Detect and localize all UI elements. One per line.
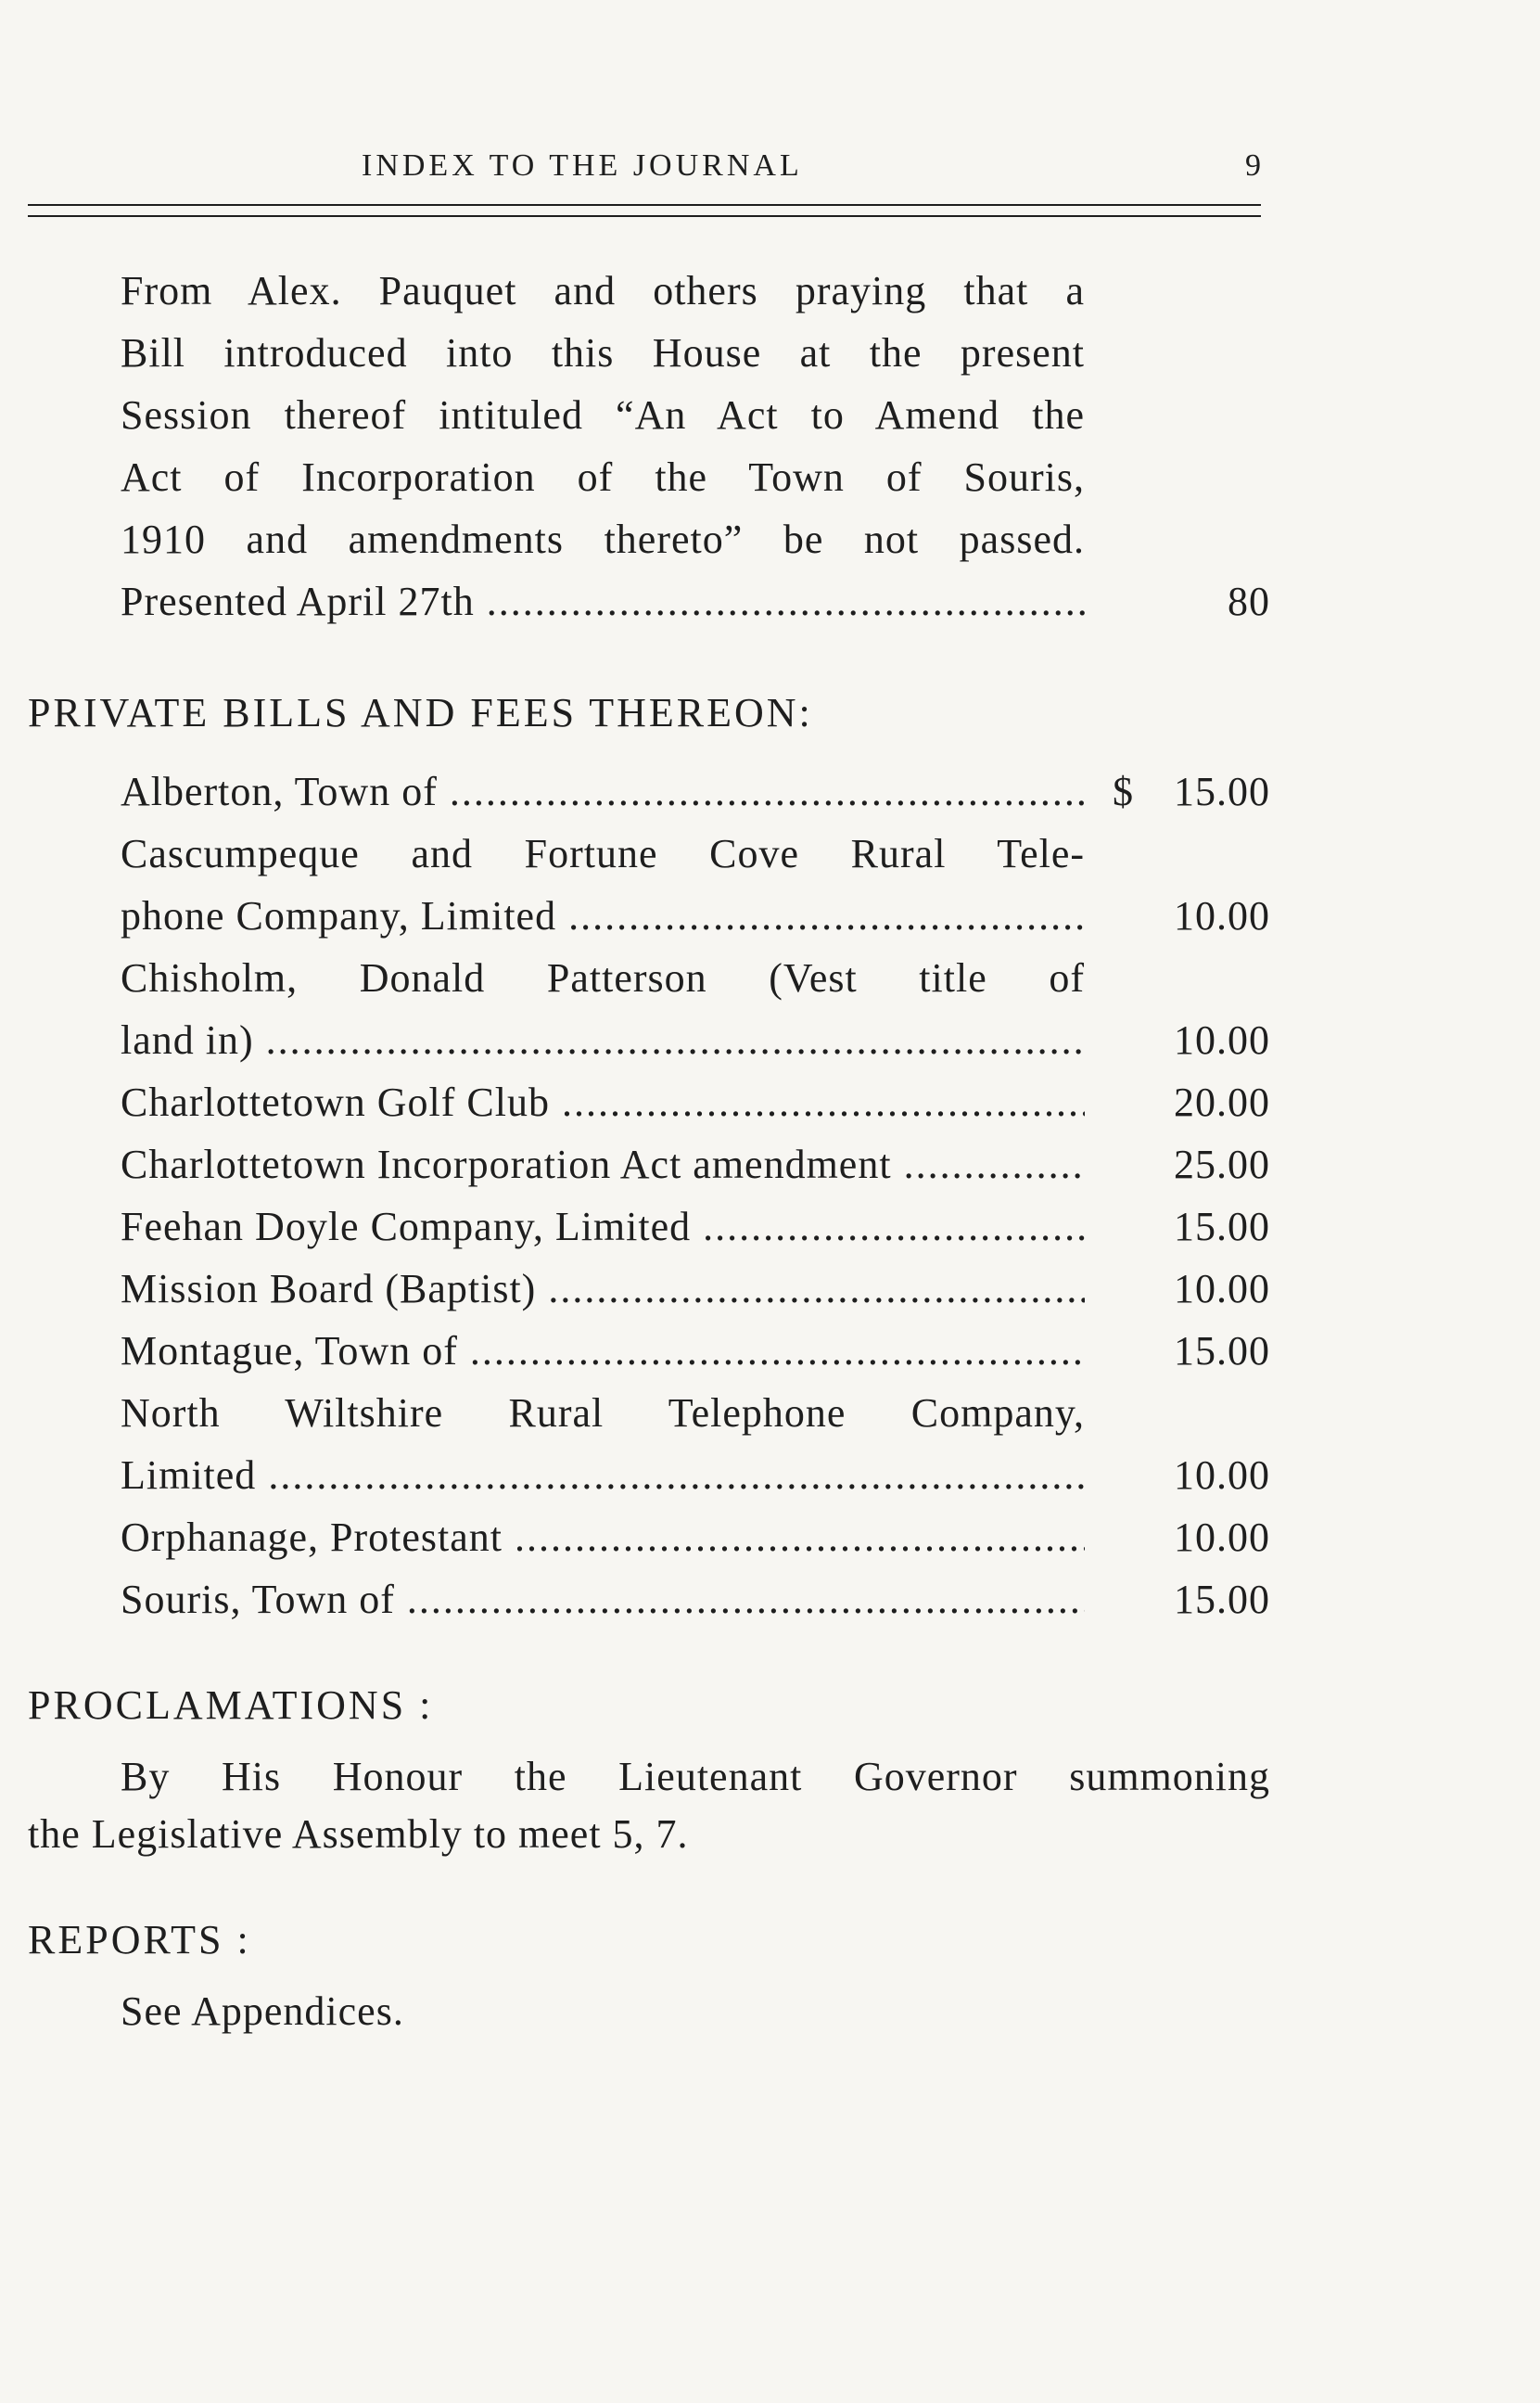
bill-entry	[121, 1444, 1270, 1506]
page-reference: 80	[1228, 579, 1270, 624]
bill-fee: 15.00	[1174, 1577, 1270, 1622]
private-bills-heading: PRIVATE BILLS AND FEES THEREON:	[28, 690, 813, 735]
bill-name-continued: land in) .....	[121, 1009, 1085, 1071]
bill-fee: 15.00	[1174, 769, 1270, 814]
bill-fee: 10.00	[1174, 1515, 1270, 1560]
bill-name: Cascumpeque and Fortune Cove Rural Tele-	[121, 831, 1085, 876]
petition-paragraph	[121, 260, 1085, 570]
bill-name: Charlottetown Golf Club .....	[121, 1071, 1085, 1133]
bill-entry	[121, 885, 1270, 947]
petition-line: From Alex. Pauquet and others praying that a	[121, 268, 1085, 313]
bill-entry	[121, 1009, 1270, 1071]
bill-entry-line	[121, 823, 1270, 885]
bill-entry	[121, 1258, 1270, 1320]
bill-entry	[121, 1133, 1270, 1195]
bill-entry-line	[121, 947, 1270, 1009]
bill-entry	[121, 1195, 1270, 1258]
bill-fee: 20.00	[1174, 1080, 1270, 1125]
currency-sign: $	[1113, 769, 1134, 814]
bill-fee: 25.00	[1174, 1142, 1270, 1187]
petition-line: Act of Incorporation of the Town of Souris,	[121, 454, 1085, 500]
reports-heading: REPORTS :	[28, 1917, 251, 1962]
petition-line: 1910 and amendments thereto” be not passed.	[121, 517, 1085, 562]
bill-name: Souris, Town of .....	[121, 1568, 1085, 1630]
header-rule-bottom	[28, 215, 1261, 217]
presented-date: Presented April 27th .....	[121, 570, 1085, 633]
bill-fee: 10.00	[1174, 1452, 1270, 1498]
bill-fee: 15.00	[1174, 1328, 1270, 1374]
running-title: INDEX TO THE JOURNAL	[362, 148, 803, 183]
bill-fee: 10.00	[1174, 893, 1270, 939]
bill-name: Montague, Town of .....	[121, 1320, 1085, 1382]
bill-name: Mission Board (Baptist) .....	[121, 1258, 1085, 1320]
bill-entry	[121, 1568, 1270, 1630]
proclamations-heading: PROCLAMATIONS :	[28, 1682, 434, 1728]
bill-name-continued: Limited .....	[121, 1444, 1085, 1506]
bill-fee: 15.00	[1174, 1204, 1270, 1249]
header-rule-top	[28, 204, 1261, 206]
bill-name-continued: phone Company, Limited .....	[121, 885, 1085, 947]
proclamation-text-line: the Legislative Assembly to meet 5, 7.	[28, 1811, 689, 1857]
bill-name: Alberton, Town of .....	[121, 761, 1085, 823]
bill-name: Chisholm, Donald Patterson (Vest title of	[121, 955, 1085, 1001]
page-number: 9	[1245, 148, 1261, 183]
bill-name: Charlottetown Incorporation Act amendment .....	[121, 1133, 1085, 1195]
proclamation-text-line: By His Honour the Lieutenant Governor summoning	[121, 1754, 1270, 1799]
petition-line: Session thereof intituled “An Act to Amend the	[121, 392, 1085, 438]
running-header	[28, 148, 1261, 185]
bill-entry	[121, 1320, 1270, 1382]
bill-fee: 10.00	[1174, 1017, 1270, 1063]
petition-line: Bill introduced into this House at the present	[121, 330, 1085, 376]
bill-name: Feehan Doyle Company, Limited .....	[121, 1195, 1085, 1258]
bill-entry-line	[121, 1382, 1270, 1444]
bill-entry	[121, 761, 1270, 823]
bill-name: North Wiltshire Rural Telephone Company,	[121, 1390, 1085, 1436]
petition-presented-entry	[121, 570, 1270, 633]
bill-entry	[121, 1506, 1270, 1568]
bill-fee: 10.00	[1174, 1266, 1270, 1311]
bill-name: Orphanage, Protestant .....	[121, 1506, 1085, 1568]
reports-text: See Appendices.	[121, 1988, 404, 2034]
bill-entry	[121, 1071, 1270, 1133]
